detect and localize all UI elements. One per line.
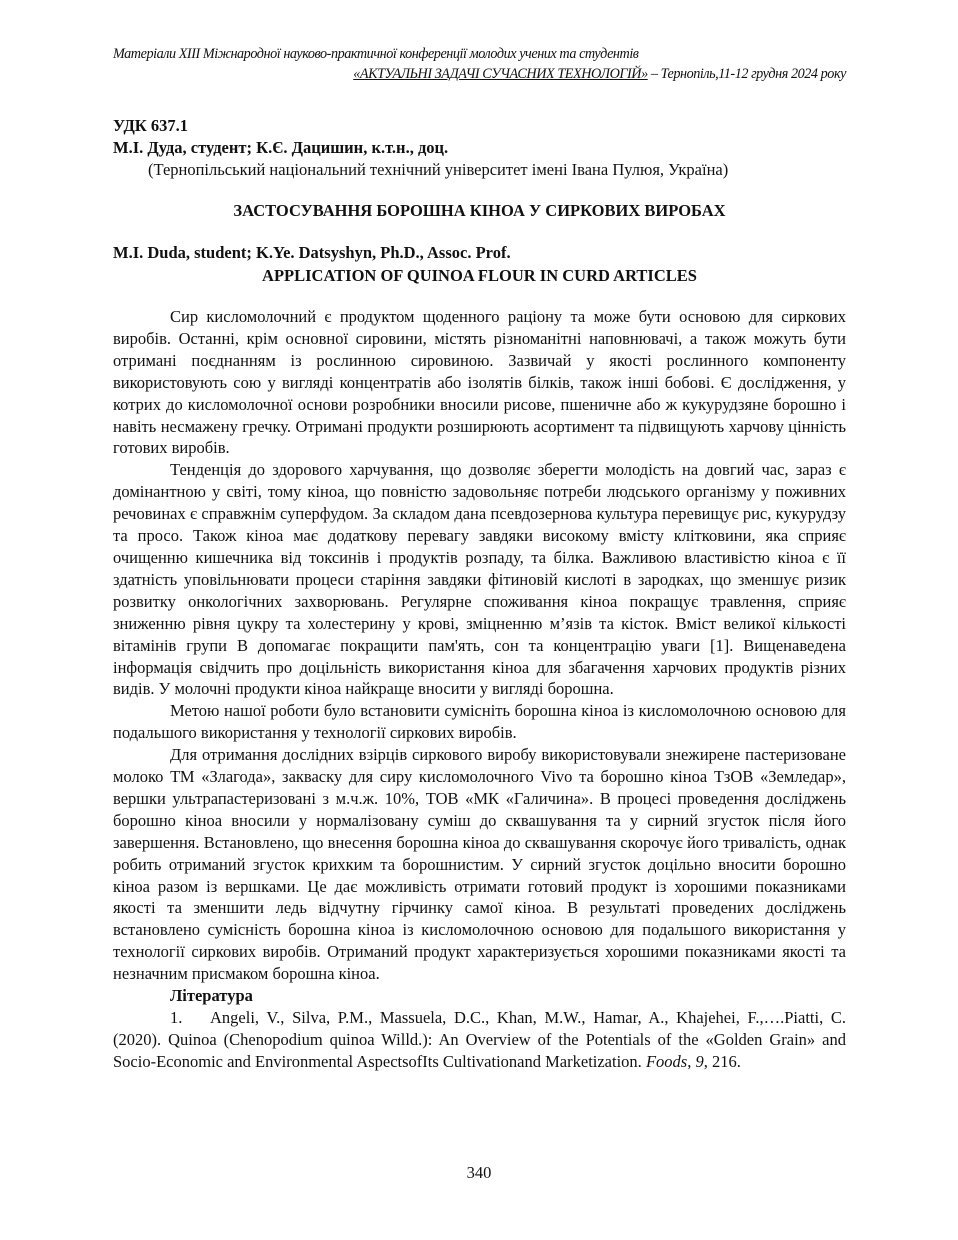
udc-code: УДК 637.1 bbox=[113, 116, 189, 135]
affiliation: (Тернопільський національний технічний університет імені Івана Пулюя, Україна) bbox=[148, 160, 729, 179]
paragraph: Метою нашої роботи було встановити сумісніть борошна кіноа із кисломолочною основою для подальшого використання у технології сиркових виробів. bbox=[113, 701, 846, 743]
reference-separator: , bbox=[687, 1052, 696, 1072]
reference-journal: Foods bbox=[645, 1052, 688, 1072]
article-body bbox=[113, 306, 846, 985]
paragraph: Тенденція до здорового харчування, що дозволяє зберегти молодість на довгий час, зараз є домінантною у світі, тому кіноа, що повністю задовольняє потреби людського організму у поживних речовинах є справжнім суперфудом. За складом дана псевдозернова культура перевищує рис, кукурудзу та просо. Також кіноа має додаткову перевагу завдяки високому вмісту клітковини, яка сприяє очищенню кишечника від токсинів і продуктів розпаду, та білка. Важливою властивістю кіноа є її здатність уповільнювати процеси старіння завдяки фітиновій кислоті в зародках, що зменшує ризик розвитку онкологічних захворювань. Регулярне споживання кіноа покращує травлення, сприяє зниженню рівня цукру та холестерину у крові, зміцненню м’язів та кісток. Вміст великої кількості вітамінів групи В допомагає покращити пам'ять, сон та концентрацію уваги [1]. Вищенаведена інформація свідчить про доцільність використання кіноа для збагачення харчових продуктів різних видів. У молочні продукти кіноа найкраще вносити у вигляді борошна. bbox=[113, 460, 846, 699]
reference-item bbox=[113, 1007, 846, 1073]
paragraph: Сир кисломолочний є продуктом щоденного раціону та може бути основою для сиркових виробів. Останні, крім основної сировини, містять різноманітні наповнювачі, а також можуть бути отримані поєднанням із рослинною сировиною. Зазвичай у якості рослинного компоненту використовують сою у вигляді концентратів або ізолятів білків, також інші бобові. Є дослідження, у котрих до кисломолочної основи розробники вносили рисове, пшеничне або ж кукурудзяне борошно і навіть несмажену гречку. Отримані продукти розширюють асортимент та підвищують харчову цінність готових виробів. bbox=[113, 307, 846, 458]
references-heading: Література bbox=[170, 986, 253, 1006]
title-ua: ЗАСТОСУВАННЯ БОРОШНА КІНОА У СИРКОВИХ ВИРОБАХ bbox=[233, 201, 726, 220]
header-line-1: Матеріали XIII Міжнародної науково-практичної конференції молодих учених та студентів bbox=[113, 46, 639, 62]
paper-page bbox=[113, 44, 846, 1073]
reference-pages: , 216. bbox=[703, 1052, 741, 1072]
paragraph: Для отримання дослідних взірців сиркового виробу використовували знежирене пастеризоване молоко ТМ «Злагода», закваску для сиру кисломолочного Vivo та борошно кіноа ТзОВ «Земледар», вершки ультрапастеризовані з м.ч.ж. 10%, ТОВ «МК «Галичина». В процесі проведення досліджень борошно кіноа вносили у нормалізовану суміш до сквашування та у сирний згусток після його завершення. Встановлено, що внесення борошна кіноа до сквашування скорочує його тривалість, однак робить отриманий згусток крихким та борошнистим. У сирний згусток доцільно вносити борошно кіноа разом із вершками. Це дає можливість отримати готовий продукт із хорошими показниками якості та зменшити ледь відчутну гірчинку самої кіноа. В результаті проведених досліджень встановлено сумісність борошна кіноа із кисломолочною основою для подальшого використання у технології сиркових виробів. Отриманий продукт характеризується хорошими показниками якості та незначним присмаком борошна кіноа. bbox=[113, 745, 846, 984]
authors-en: M.I. Duda, student; K.Ye. Datsyshyn, Ph.D., Assoc. Prof. bbox=[113, 243, 511, 262]
reference-volume: 9 bbox=[695, 1052, 704, 1072]
authors-ua: М.І. Дуда, студент; К.Є. Дацишин, к.т.н., доц. bbox=[113, 138, 449, 157]
header-line-2 bbox=[113, 64, 846, 84]
running-header bbox=[113, 44, 846, 84]
page-number: 340 bbox=[466, 1163, 492, 1182]
reference-number: 1. bbox=[170, 1008, 183, 1028]
conference-place-date: – Тернопіль,11-12 грудня 2024 року bbox=[647, 66, 846, 82]
conference-name: «АКТУАЛЬНІ ЗАДАЧІ СУЧАСНИХ ТЕХНОЛОГІЙ» bbox=[353, 66, 648, 82]
title-en: APPLICATION OF QUINOA FLOUR IN CURD ARTICLES bbox=[262, 266, 697, 285]
reference-text: Angeli, V., Silva, P.M., Massuela, D.C., Khan, M.W., Hamar, A., Khajehei, F.,….Piatti, C. (2020). Quinoa (Chenopodium quinoa Willd.): An Overview of the Potentials of the «Golden Grain» and Socio-Economic and Environmental AspectsofIts Cultivationand Marketization. bbox=[113, 1008, 846, 1072]
